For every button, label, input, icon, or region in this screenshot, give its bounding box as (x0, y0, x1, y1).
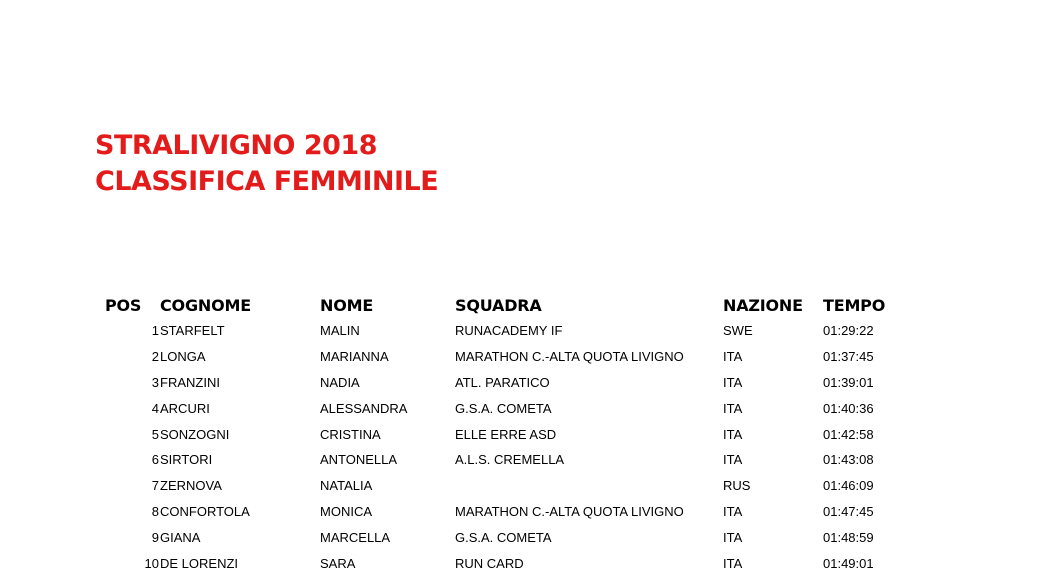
cell-squadra: A.L.S. CREMELLA (455, 452, 565, 468)
cell-nome: ALESSANDRA (320, 400, 408, 416)
cell-tempo: 01:46:09 (823, 478, 874, 494)
cell-nazione: ITA (723, 452, 743, 468)
header-tempo: TEMPO (823, 295, 886, 315)
cell-nazione: ITA (723, 529, 743, 545)
cell-squadra (455, 473, 723, 499)
cell-squadra: RUN CARD (455, 555, 524, 571)
header-squadra: SQUADRA (455, 295, 542, 315)
cell-cognome: STARFELT (160, 323, 225, 339)
table-row (95, 318, 923, 344)
table-header (95, 292, 923, 318)
cell-pos: 9 (151, 529, 159, 545)
cell-pos: 2 (151, 349, 159, 365)
header-nome: NOME (320, 295, 374, 315)
cell-squadra: ELLE ERRE ASD (455, 426, 557, 442)
table-row (95, 524, 923, 550)
cell-squadra: RUNACADEMY IF (455, 323, 563, 339)
header-nazione: NAZIONE (723, 295, 803, 315)
cell-nazione: SWE (723, 323, 753, 339)
cell-cognome: SIRTORI (160, 452, 213, 468)
cell-cognome: SONZOGNI (160, 426, 230, 442)
title-event: STRALIVIGNO 2018 (95, 130, 377, 161)
cell-pos: 7 (151, 478, 159, 494)
results-table (95, 292, 923, 576)
header-cognome: COGNOME (160, 295, 251, 315)
cell-nome: NADIA (320, 374, 360, 390)
cell-pos: 4 (151, 400, 159, 416)
cell-pos: 6 (151, 452, 159, 468)
cell-squadra: MARATHON C.-ALTA QUOTA LIVIGNO (455, 349, 684, 365)
cell-cognome: ARCURI (160, 400, 210, 416)
cell-pos: 1 (151, 323, 159, 339)
cell-tempo: 01:39:01 (823, 374, 874, 390)
table-row (95, 344, 923, 370)
cell-nazione: ITA (723, 555, 743, 571)
table-body (95, 318, 923, 576)
table-row (95, 395, 923, 421)
cell-nome: MONICA (320, 503, 372, 519)
cell-nome: MALIN (320, 323, 360, 339)
cell-nome: ANTONELLA (320, 452, 398, 468)
cell-nome: NATALIA (320, 478, 373, 494)
cell-cognome: FRANZINI (160, 374, 220, 390)
table-row (95, 421, 923, 447)
cell-cognome: CONFORTOLA (160, 503, 250, 519)
cell-tempo: 01:37:45 (823, 349, 874, 365)
cell-cognome: DE LORENZI (160, 555, 239, 571)
cell-nome: SARA (320, 555, 356, 571)
cell-nazione: ITA (723, 349, 743, 365)
cell-tempo: 01:49:01 (823, 555, 874, 571)
cell-pos: 8 (151, 503, 159, 519)
cell-squadra: G.S.A. COMETA (455, 400, 552, 416)
table-row (95, 499, 923, 525)
cell-tempo: 01:40:36 (823, 400, 874, 416)
cell-tempo: 01:29:22 (823, 323, 874, 339)
cell-tempo: 01:42:58 (823, 426, 874, 442)
table-header-row (95, 292, 923, 318)
cell-pos: 10 (144, 555, 159, 571)
cell-nazione: ITA (723, 374, 743, 390)
cell-nazione: ITA (723, 400, 743, 416)
cell-squadra: G.S.A. COMETA (455, 529, 552, 545)
table-row (95, 447, 923, 473)
cell-cognome: LONGA (160, 349, 206, 365)
cell-nome: MARIANNA (320, 349, 389, 365)
cell-nome: MARCELLA (320, 529, 391, 545)
header-pos: POS (105, 295, 142, 315)
table-row (95, 370, 923, 396)
table-row (95, 550, 923, 576)
cell-squadra: ATL. PARATICO (455, 374, 550, 390)
title-category: CLASSIFICA FEMMINILE (95, 166, 439, 197)
document-title (95, 128, 438, 200)
cell-cognome: GIANA (160, 529, 201, 545)
cell-cognome: ZERNOVA (160, 478, 222, 494)
cell-nazione: RUS (723, 478, 751, 494)
cell-nazione: ITA (723, 426, 743, 442)
table-row (95, 473, 923, 499)
cell-tempo: 01:47:45 (823, 503, 874, 519)
cell-tempo: 01:48:59 (823, 529, 874, 545)
cell-pos: 3 (151, 374, 159, 390)
cell-tempo: 01:43:08 (823, 452, 874, 468)
cell-pos: 5 (151, 426, 159, 442)
cell-nazione: ITA (723, 503, 743, 519)
cell-nome: CRISTINA (320, 426, 381, 442)
cell-squadra: MARATHON C.-ALTA QUOTA LIVIGNO (455, 503, 684, 519)
